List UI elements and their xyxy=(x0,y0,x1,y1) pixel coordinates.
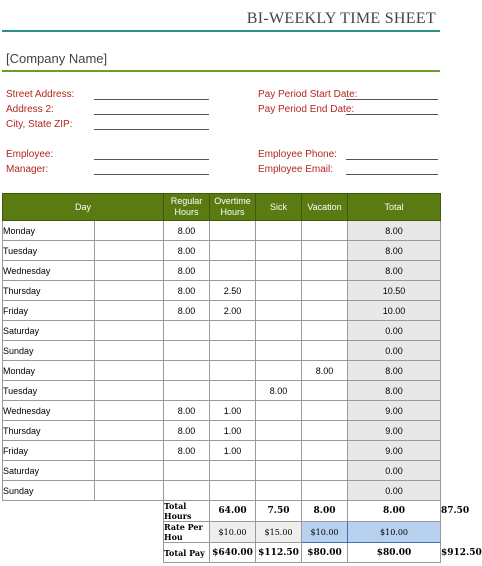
overtime-hours-cell[interactable] xyxy=(210,261,256,281)
regular-hours-cell[interactable] xyxy=(164,321,210,341)
company-divider xyxy=(2,70,440,72)
row-total-cell: 0.00 xyxy=(348,461,441,481)
overtime-hours-cell[interactable] xyxy=(210,221,256,241)
day-cell[interactable]: Monday xyxy=(3,361,95,381)
vacation-hours-cell[interactable] xyxy=(302,461,348,481)
total-pay-label: Total Pay xyxy=(164,543,210,563)
pay-overtime[interactable]: $112.50 xyxy=(256,543,302,563)
rate-per-hour-row xyxy=(3,522,441,543)
total-hours-label: Total Hours xyxy=(164,501,210,522)
rate-spacer xyxy=(3,522,164,543)
overtime-hours-cell[interactable] xyxy=(210,381,256,401)
header-day[interactable]: Day xyxy=(3,194,164,221)
row-total-cell: 9.00 xyxy=(348,441,441,461)
rate-overtime[interactable]: $15.00 xyxy=(256,522,302,543)
city-state-zip-label: City, State ZIP: xyxy=(6,119,73,130)
sick-hours-cell[interactable] xyxy=(256,361,302,381)
address2-label: Address 2: xyxy=(6,104,54,115)
day-cell[interactable]: Saturday xyxy=(3,461,95,481)
row-total-cell: 0.00 xyxy=(348,341,441,361)
day-cell[interactable]: Saturday xyxy=(3,321,95,341)
day-cell[interactable]: Sunday xyxy=(3,481,95,501)
rate-vacation[interactable]: $10.00 xyxy=(348,522,441,543)
vacation-hours-cell[interactable] xyxy=(302,221,348,241)
pay-regular[interactable]: $640.00 xyxy=(210,543,256,563)
day-cell[interactable]: Thursday xyxy=(3,281,95,301)
day-cell[interactable]: Monday xyxy=(3,221,95,241)
vacation-hours-cell[interactable] xyxy=(302,401,348,421)
header-vacation[interactable]: Vacation xyxy=(302,194,348,221)
table-row xyxy=(3,421,441,441)
overtime-hours-cell[interactable] xyxy=(210,241,256,261)
company-name[interactable]: [Company Name] xyxy=(6,51,108,66)
row-total-cell: 8.00 xyxy=(348,261,441,281)
sick-hours-cell[interactable] xyxy=(256,261,302,281)
day-cell[interactable]: Friday xyxy=(3,441,95,461)
employee-email-field[interactable] xyxy=(346,174,438,175)
employee-phone-field[interactable] xyxy=(346,159,438,160)
regular-hours-cell[interactable]: 8.00 xyxy=(164,441,210,461)
sick-hours-cell[interactable] xyxy=(256,441,302,461)
table-row xyxy=(3,281,441,301)
day-cell[interactable]: Wednesday xyxy=(3,261,95,281)
regular-hours-cell[interactable]: 8.00 xyxy=(164,261,210,281)
total-pay-spacer xyxy=(3,543,164,563)
table-row xyxy=(3,361,441,381)
street-address-field[interactable] xyxy=(94,99,209,100)
sheet-title: BI-WEEKLY TIME SHEET xyxy=(246,10,436,27)
notes-cell[interactable] xyxy=(95,241,164,261)
notes-cell[interactable] xyxy=(95,341,164,361)
day-cell[interactable]: Thursday xyxy=(3,421,95,441)
total-hours-spacer xyxy=(3,501,164,522)
pay-period-start-field[interactable] xyxy=(346,99,438,100)
rate-sick[interactable]: $10.00 xyxy=(302,522,348,543)
overtime-hours-cell[interactable] xyxy=(210,361,256,381)
row-total-cell: 8.00 xyxy=(348,241,441,261)
pay-period-end-label: Pay Period End Date: xyxy=(258,104,355,115)
overtime-hours-cell[interactable]: 2.50 xyxy=(210,281,256,301)
row-total-cell: 10.00 xyxy=(348,301,441,321)
row-total-cell: 8.00 xyxy=(348,381,441,401)
rate-regular[interactable]: $10.00 xyxy=(210,522,256,543)
vacation-hours-cell[interactable] xyxy=(302,341,348,361)
sick-hours-cell[interactable] xyxy=(256,241,302,261)
sick-hours-cell[interactable] xyxy=(256,461,302,481)
vacation-hours-cell[interactable] xyxy=(302,321,348,341)
regular-hours-cell[interactable] xyxy=(164,481,210,501)
sick-hours-cell[interactable] xyxy=(256,421,302,441)
notes-cell[interactable] xyxy=(95,381,164,401)
pay-vacation[interactable]: $80.00 xyxy=(348,543,441,563)
rate-per-hour-label: Rate Per Hou xyxy=(164,522,210,543)
table-row xyxy=(3,401,441,421)
vacation-hours-cell[interactable] xyxy=(302,421,348,441)
overtime-hours-cell[interactable] xyxy=(210,341,256,361)
overtime-hours-cell[interactable] xyxy=(210,321,256,341)
day-cell[interactable]: Wednesday xyxy=(3,401,95,421)
address2-field[interactable] xyxy=(94,114,209,115)
pay-period-start-label: Pay Period Start Date: xyxy=(258,89,358,100)
overtime-hours-cell[interactable]: 1.00 xyxy=(210,441,256,461)
row-total-cell: 0.00 xyxy=(348,321,441,341)
row-total-cell: 9.00 xyxy=(348,401,441,421)
regular-hours-cell[interactable] xyxy=(164,461,210,481)
vacation-hours-cell[interactable] xyxy=(302,441,348,461)
day-cell[interactable]: Friday xyxy=(3,301,95,321)
notes-cell[interactable] xyxy=(95,401,164,421)
sick-hours-cell[interactable] xyxy=(256,341,302,361)
total-hours-row: Total Hours 64.00 7.50 8.00 8.00 87.50 xyxy=(3,501,441,522)
manager-field[interactable] xyxy=(94,174,209,175)
overtime-hours-cell[interactable]: 1.00 xyxy=(210,421,256,441)
total-vacation-hours[interactable]: 8.00 xyxy=(348,501,441,522)
day-cell[interactable]: Tuesday xyxy=(3,241,95,261)
table-row xyxy=(3,461,441,481)
table-row xyxy=(3,381,441,401)
header-overtime-hours[interactable]: Overtime Hours xyxy=(210,194,256,221)
overtime-hours-cell[interactable]: 1.00 xyxy=(210,401,256,421)
notes-cell[interactable] xyxy=(95,301,164,321)
title-divider xyxy=(2,30,440,32)
notes-cell[interactable] xyxy=(95,261,164,281)
sick-hours-cell[interactable] xyxy=(256,481,302,501)
overtime-hours-cell[interactable]: 2.00 xyxy=(210,301,256,321)
vacation-hours-cell[interactable] xyxy=(302,281,348,301)
table-row xyxy=(3,261,441,281)
vacation-hours-cell[interactable] xyxy=(302,261,348,281)
regular-hours-cell[interactable]: 8.00 xyxy=(164,281,210,301)
total-regular-hours[interactable]: 64.00 xyxy=(210,501,256,522)
notes-cell[interactable] xyxy=(95,461,164,481)
table-row xyxy=(3,341,441,361)
table-row xyxy=(3,321,441,341)
vacation-hours-cell[interactable] xyxy=(302,481,348,501)
table-row xyxy=(3,241,441,261)
regular-hours-cell[interactable]: 8.00 xyxy=(164,221,210,241)
sick-hours-cell[interactable] xyxy=(256,321,302,341)
employee-label: Employee: xyxy=(6,149,54,160)
row-total-cell: 9.00 xyxy=(348,421,441,441)
day-cell[interactable]: Sunday xyxy=(3,341,95,361)
employee-phone-label: Employee Phone: xyxy=(258,149,337,160)
row-total-cell: 8.00 xyxy=(348,221,441,241)
row-total-cell: 8.00 xyxy=(348,361,441,381)
regular-hours-cell[interactable]: 8.00 xyxy=(164,301,210,321)
notes-cell[interactable] xyxy=(95,421,164,441)
table-row xyxy=(3,441,441,461)
row-total-cell: 0.00 xyxy=(348,481,441,501)
street-address-label: Street Address: xyxy=(6,89,75,100)
header-total[interactable]: Total xyxy=(348,194,441,221)
notes-cell[interactable] xyxy=(95,441,164,461)
day-cell[interactable]: Tuesday xyxy=(3,381,95,401)
regular-hours-cell[interactable] xyxy=(164,341,210,361)
notes-cell[interactable] xyxy=(95,361,164,381)
header-sick[interactable]: Sick xyxy=(256,194,302,221)
vacation-hours-cell[interactable]: 8.00 xyxy=(302,361,348,381)
total-overtime-hours[interactable]: 7.50 xyxy=(256,501,302,522)
employee-field[interactable] xyxy=(94,159,209,160)
sick-hours-cell[interactable] xyxy=(256,401,302,421)
pay-period-end-field[interactable] xyxy=(346,114,438,115)
table-row xyxy=(3,481,441,501)
notes-cell[interactable] xyxy=(95,321,164,341)
table-row xyxy=(3,221,441,241)
manager-label: Manager: xyxy=(6,164,49,175)
vacation-hours-cell[interactable] xyxy=(302,381,348,401)
sick-hours-cell[interactable] xyxy=(256,221,302,241)
regular-hours-cell[interactable]: 8.00 xyxy=(164,401,210,421)
overtime-hours-cell[interactable] xyxy=(210,481,256,501)
sick-hours-cell[interactable] xyxy=(256,281,302,301)
overtime-hours-cell[interactable] xyxy=(210,461,256,481)
city-state-zip-field[interactable] xyxy=(94,129,209,130)
regular-hours-cell[interactable]: 8.00 xyxy=(164,241,210,261)
vacation-hours-cell[interactable] xyxy=(302,241,348,261)
vacation-hours-cell[interactable] xyxy=(302,301,348,321)
notes-cell[interactable] xyxy=(95,481,164,501)
table-header-row xyxy=(3,194,441,221)
row-total-cell: 10.50 xyxy=(348,281,441,301)
notes-cell[interactable] xyxy=(95,221,164,241)
total-sick-hours[interactable]: 8.00 xyxy=(302,501,348,522)
header-regular-hours[interactable]: Regular Hours xyxy=(164,194,210,221)
total-pay-row: Total Pay $640.00 $112.50 $80.00 $80.00 $912.50 xyxy=(3,543,441,563)
employee-email-label: Employee Email: xyxy=(258,164,334,175)
table-row xyxy=(3,301,441,321)
regular-hours-cell[interactable] xyxy=(164,361,210,381)
regular-hours-cell[interactable] xyxy=(164,381,210,401)
pay-sick[interactable]: $80.00 xyxy=(302,543,348,563)
regular-hours-cell[interactable]: 8.00 xyxy=(164,421,210,441)
sick-hours-cell[interactable] xyxy=(256,301,302,321)
sick-hours-cell[interactable]: 8.00 xyxy=(256,381,302,401)
notes-cell[interactable] xyxy=(95,281,164,301)
time-sheet-table xyxy=(2,193,482,563)
